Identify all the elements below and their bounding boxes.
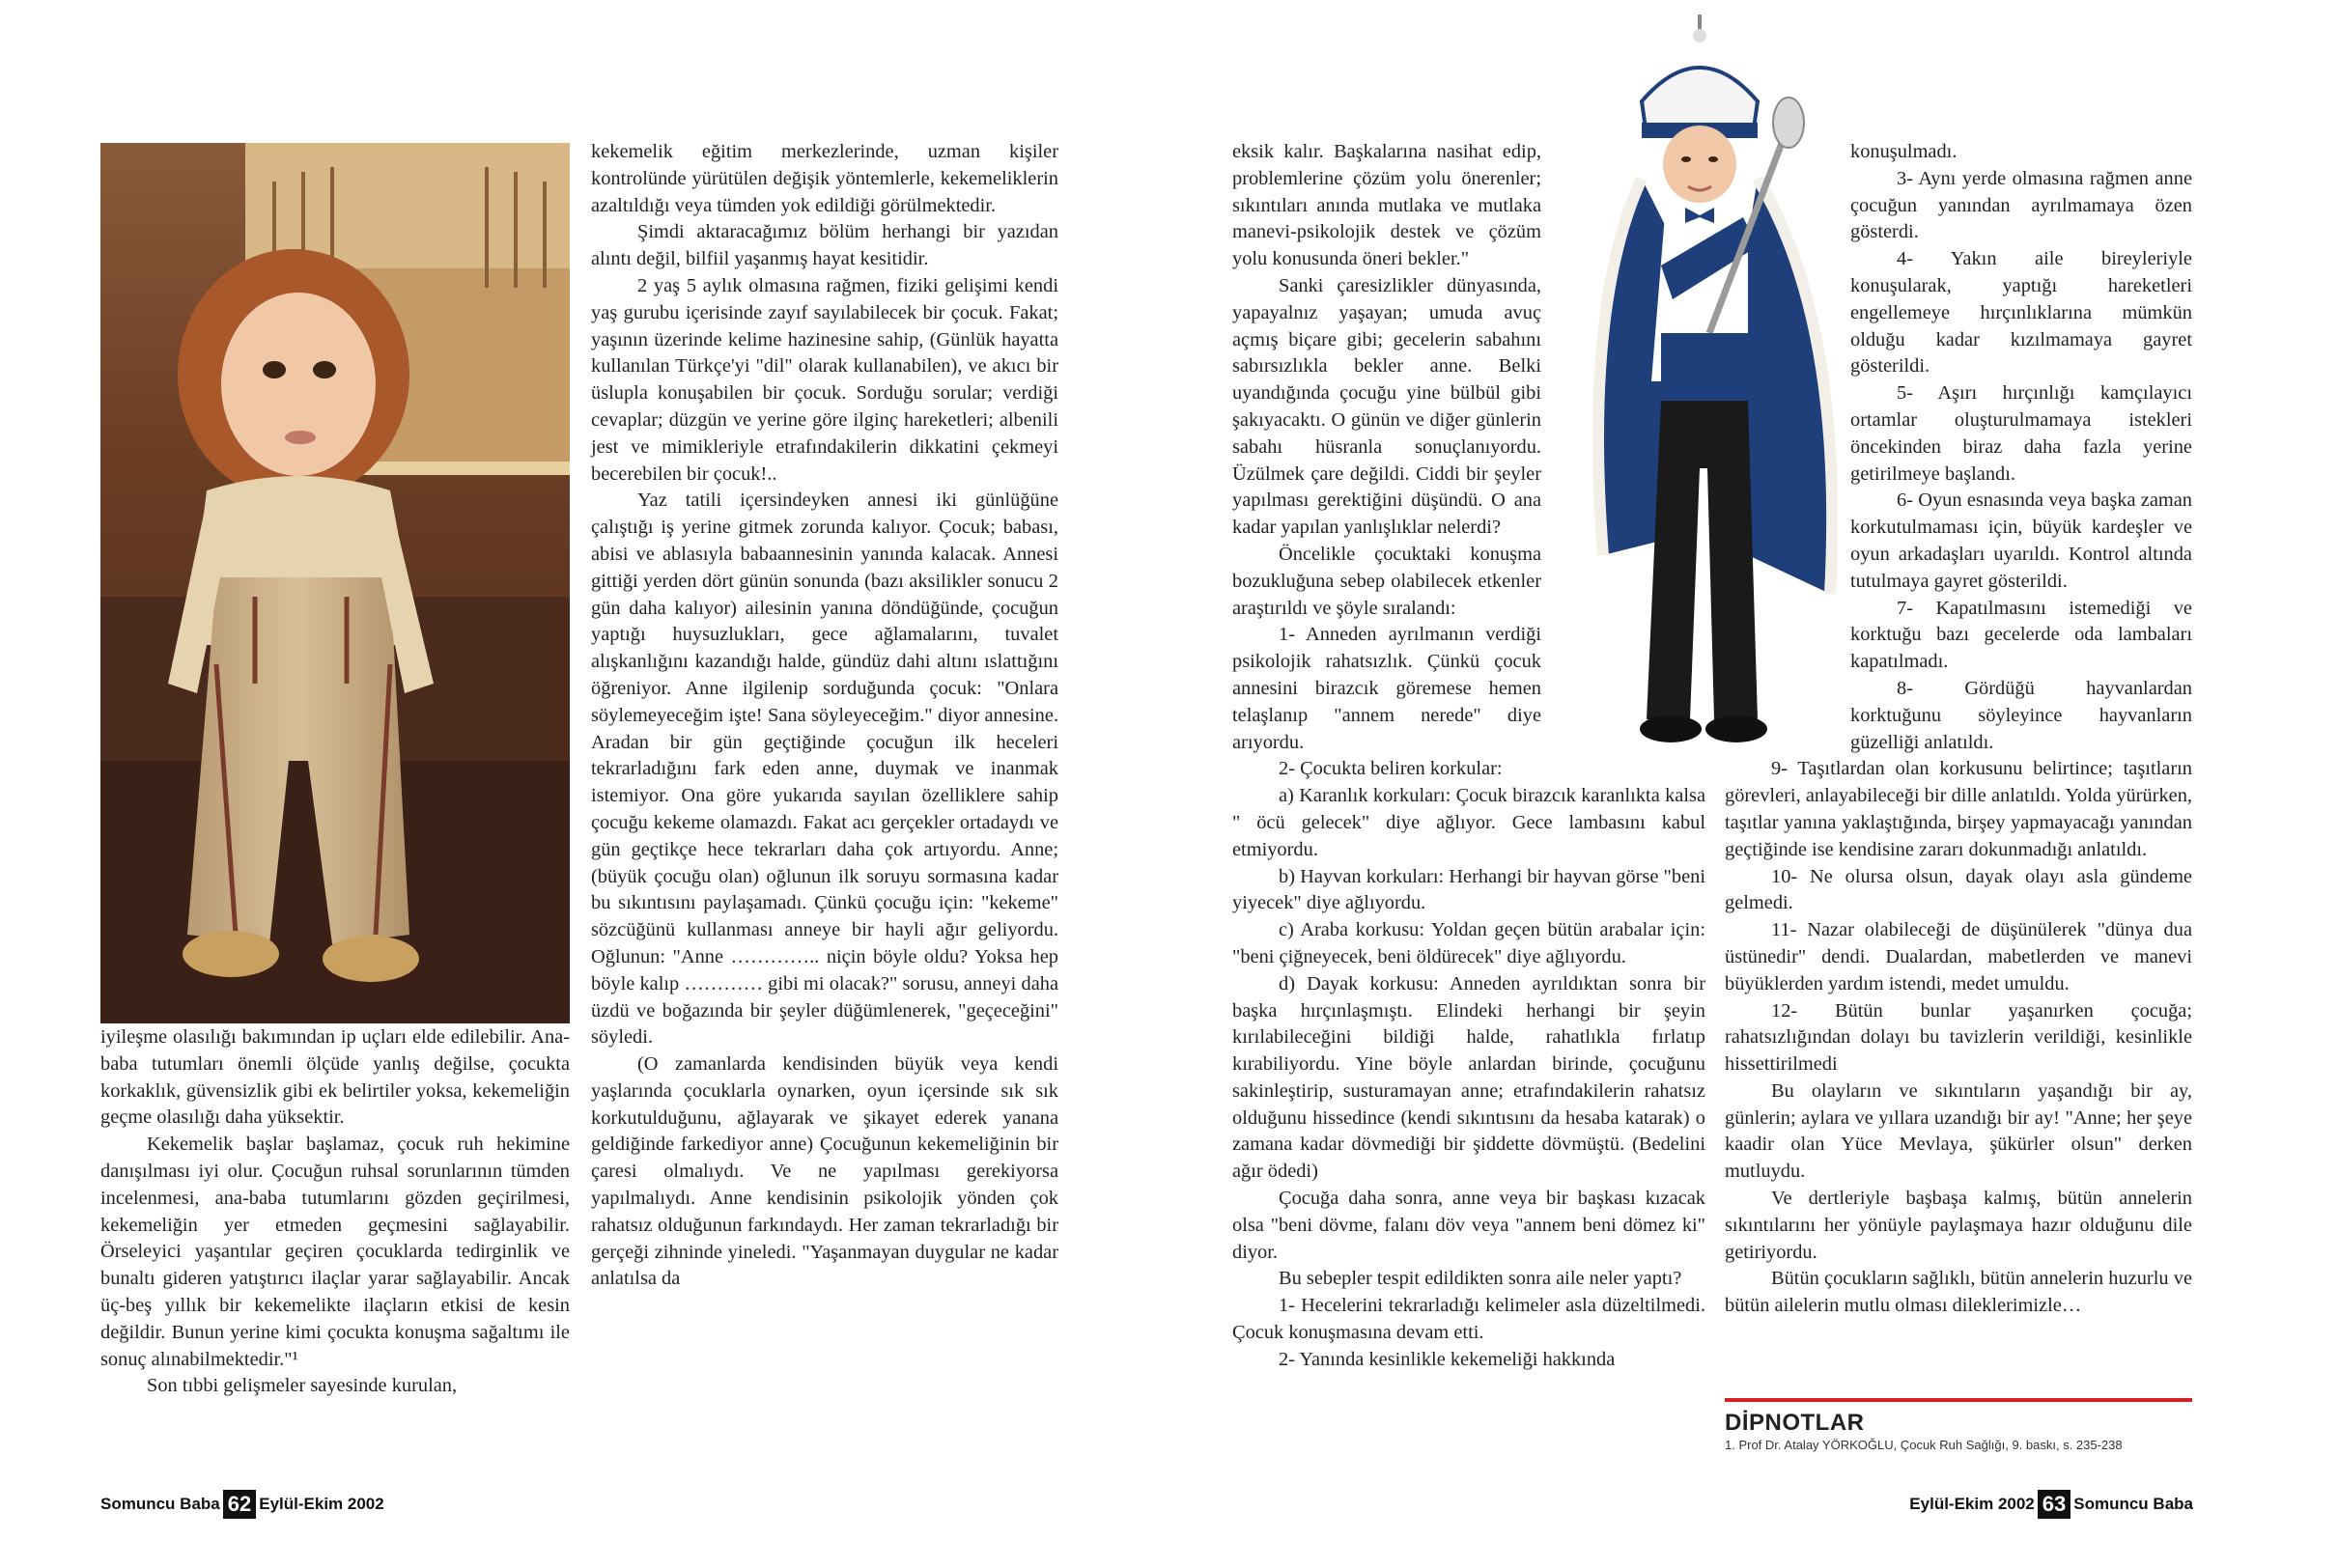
paragraph: konuşulmadı. xyxy=(1850,141,1958,162)
child-photo-illustration xyxy=(100,143,570,1023)
paragraph: 2- Yanında kesinlikle kekemeliği hakkında xyxy=(1279,1348,1616,1370)
paragraph: 12- Bütün bunlar yaşanırken çocuğa; rahatsızlığından dolayı bu tavizlerin verildiği, kesinlikle hissettirilmedi xyxy=(1725,999,2192,1076)
paragraph: eksik kalır. Başkalarına nasihat edip, problemlerine çözüm yolu önerenler; sıkıntıları anında mutlaka ve mutlaka manevi-psikolojik destek ve çözüm yolu konusunda öneri bekler." xyxy=(1232,141,1541,270)
paragraph: 4- Yakın aile bireyleriyle konuşularak, yaptığı hareketleri engellemeye hırçınlıklarına mümkün olduğu kadar kızılmamaya gayret gösterildi. xyxy=(1850,248,2192,378)
right-column-1 xyxy=(1232,139,1705,1374)
footnotes xyxy=(1725,1398,2192,1454)
paragraph: Öncelikle çocuktaki konuşma bozukluğuna sebep olabilecek etkenler araştırıldı ve şöyle sıralandı: xyxy=(1232,543,1541,619)
photo-wrap-spacer xyxy=(1541,139,1705,757)
photo-wrap-spacer xyxy=(1725,139,1850,738)
paragraph: Kekemelik başlar başlamaz, çocuk ruh hekimine danışılması iyi olur. Çocuğun ruhsal sorunlarının tümden incelenmesi, ana-baba tutumlarını gözden geçirilmesi, kekemeliğin yer etmeden geçmesini sağlayabilir. Örseleyici yaşantılar geçiren çocuklarda tedirginlik ve bunaltı gideren yatıştırıcı ilaçlar yarar sağlayabilir. Ancak üç-beş yıllık bir kekemelikte ilaçların etkisi de kesin değildir. Bunun yerine kimi çocukta konuşma sağaltımı ile sonuç alınabilmektedir."¹ xyxy=(100,1134,570,1370)
left-column-1 xyxy=(100,1024,570,1400)
child-photo-left xyxy=(100,143,570,1023)
left-page-footer xyxy=(100,1490,384,1519)
paragraph: 9- Taşıtlardan olan korkusunu belirtince; taşıtların görevleri, anlayabileceği bir dille anlatıldı. Yolda yürürken, taşıtlar yanına yaklaştığında, birşey yapmayacağı yanından geçtiğinde ise kendisine zararı dokunmadığı anlatıldı. xyxy=(1725,758,2192,860)
paragraph: d) Dayak korkusu: Anneden ayrıldıktan sonra bir başka hırçınlaşmıştı. Elindeki herhangi bir şeyin kırılabileceğini bildiği halde, rahatlıkla fırlatıp kırabiliyordu. Yine böyle anlardan birinde, çocuğunu sakinleştirip, susturamayan anne; etrafındakilerin rahatsız olduğunu hissedince (kendi sıkıntısını da hesaba katarak) o zamana kadar dövmediği bir şiddette dövmüştü. (Bedelini ağır ödedi) xyxy=(1232,972,1705,1183)
paragraph: Ve dertleriyle başbaşa kalmış, bütün annelerin sıkıntılarını her yönüyle paylaşmaya hazır olduğunu dile getiriyordu. xyxy=(1725,1188,2192,1263)
left-column-2 xyxy=(591,139,1058,1293)
paragraph: 10- Ne olursa olsun, dayak olayı asla gündeme gelmedi. xyxy=(1725,865,2192,914)
paragraph: Bu olayların ve sıkıntıların yaşandığı bir ay, günlerin; aylara ve yıllara uzandığı bir ay! "Anne; her şeye kaadir olan Yüce Mevlaya, şükürler olsun" derken mutluydu. xyxy=(1725,1079,2192,1183)
paragraph: Yaz tatili içersindeyken annesi iki günlüğüne çalıştığı iş yerine gitmek zorunda kalıyor. Çocuk; babası, abisi ve ablasıyla babaannesinin yanında kalacak. Annesi gittiği yerden dört günün sonunda (bazı aksilikler sonucu 2 gün daha kalıyor) ailesinin yanına döndüğünde, çocuğun yaptığı huysuzlukları, gece ağlamalarını, tuvalet alışkanlığını kazandığı halde, gündüz dahi altını ıslattığını öğreniyor. Anne ilgilenip sorduğunda çocuk: "Onlara söylemeyeceğim işte! Sana söyleyeceğim." diyor annesine. Aradan bir gün geçtiğinde çocuğun ilk heceleri tekrarladığını fark eden anne, duymak ve inanmak istemiyor. Ona göre yukarıda sayılan özelliklere sahip çocuğu kekeme olamazdı. Fakat acı gerçekler ortadaydı ve gün geçtikçe hece tekrarları daha çok artıyordu. Anne; (büyük çocuğu olan) oğlunun ilk soruyu sormasına kadar bu sıkıntısını paylaşamadı. Çünkü çocuğu için: "kekeme" sözcüğünü kullanması anneye bir hayli ağır geliyordu. Oğlunun: "Anne ………….. niçin böyle oldu? Yoksa hep böyle kalıp ………… gibi mi olacak?" sorusu, anneyi daha üzdü ve boğazında bir şeyler düğümlenerek, "geçeceğini" söyledi. xyxy=(591,490,1058,1049)
paragraph: kekemelik eğitim merkezlerinde, uzman kişiler kontrolünde yürütülen değişik yöntemlerle, kekemeliklerin azaltıldığı veya tümden yok edildiği görülmektedir. xyxy=(591,141,1058,216)
page-number: 63 xyxy=(2038,1490,2070,1519)
right-page-footer xyxy=(1909,1490,2193,1519)
paragraph: iyileşme olasılığı bakımından ip uçları elde edilebilir. Ana-baba tutumları önemli ölçüde yanlış değilse, çocukta korkaklık, güvensizlik gibi ek belirtiler yoksa, kekemeliğin geçme olasılığı daha yüksektir. xyxy=(100,1026,570,1129)
footnote-rule xyxy=(1725,1398,2192,1402)
right-column-2 xyxy=(1725,139,2192,1320)
paragraph: Bu sebepler tespit edildikten sonra aile neler yaptı? xyxy=(1279,1268,1682,1290)
issue-date: Eylül-Ekim 2002 xyxy=(1909,1495,2035,1513)
paragraph: 11- Nazar olabileceği de düşünülerek "dünya dua üstünedir" dendi. Dualardan, mabetlerden ve manevi büyüklerden yardım istendi, medet umuldu. xyxy=(1725,919,2192,994)
paragraph: a) Karanlık korkuları: Çocuk birazcık karanlıkta kalsa " öcü gelecek" diye ağlıyor. Gece lambasını kabul etmiyordu. xyxy=(1232,785,1705,860)
paragraph: Son tıbbi gelişmeler sayesinde kurulan, xyxy=(147,1375,458,1397)
paragraph: Şimdi aktaracağımız bölüm herhangi bir yazıdan alıntı değil, bilfiil yaşanmış hayat kesitidir. xyxy=(591,221,1058,270)
footnote-item: 1. Prof Dr. Atalay YÖRKOĞLU, Çocuk Ruh Sağlığı, 9. baskı, s. 235-238 xyxy=(1725,1438,2123,1452)
paragraph: 3- Aynı yerde olmasına rağmen anne çocuğun yanından ayrılmamaya özen gösterdi. xyxy=(1850,167,2192,243)
paragraph: c) Araba korkusu: Yoldan geçen bütün arabalar için: "beni çiğneyecek, beni öldürecek" diye ağlıyordu. xyxy=(1232,919,1705,967)
paragraph: Sanki çaresizlikler dünyasında, yapayalnız yaşayan; umuda avuç açmış biçare gibi; gecelerin sabahını sabırsızlıkla bekler anne. Belki uyandığında çocuğu yine bülbül gibi şakıyacaktı. O günün ve diğer günlerin sabahı hüsranla sonuçlanıyordu. Üzülmek çare değildi. Ciddi bir şeyler yapılması gerektiğini düşündü. O ana kadar yapılan yanlışlıklar nelerdi? xyxy=(1232,274,1541,539)
paragraph: 2 yaş 5 aylık olmasına rağmen, fiziki gelişimi kendi yaş gurubu içerisinde zayıf sayılabilecek bir çocuk. Fakat; yaşının üzerinde kelime hazinesine sahip, (Günlük hayatta kullanılan Türkçe'yi "dil" olarak kullanabilen), ve akıcı bir üslupla konuşabilen bir çocuk. Sorduğu sorular; verdiği cevaplar; düzgün ve yerine göre ilginç hareketleri; albenili jest ve mimikleriyle etrafındakilerin dikkatini çekmeyi becerebilen bir çocuk!.. xyxy=(591,274,1058,485)
paragraph: 6- Oyun esnasında veya başka zaman korkutulmaması için, büyük kardeşler ve oyun arkadaşları uyarıldı. Kontrol altında tutulmaya gayret gösterildi. xyxy=(1850,490,2192,592)
paragraph: 7- Kapatılmasını istemediği ve korktuğu bazı gecelerde oda lambaları kapatılmadı. xyxy=(1850,597,2192,673)
magazine-name: Somuncu Baba xyxy=(2073,1495,2193,1513)
paragraph: 1- Hecelerini tekrarladığı kelimeler asla düzeltilmedi. Çocuk konuşmasına devam etti. xyxy=(1232,1295,1705,1344)
paragraph: 8- Gördüğü hayvanlardan korktuğunu söyleyince hayvanların güzelliği anlatıldı. xyxy=(1850,677,2192,753)
footnotes-heading: DİPNOTLAR xyxy=(1725,1410,1865,1436)
paragraph: 1- Anneden ayrılmanın verdiği psikolojik rahatsızlık. Çünkü çocuk annesini birazcık göremese hemen telaşlanıp "annem nerede" diye arıyordu. xyxy=(1232,624,1541,753)
paragraph: 2- Çocukta beliren korkular: xyxy=(1279,758,1503,780)
issue-date: Eylül-Ekim 2002 xyxy=(259,1495,384,1513)
paragraph: 5- Aşırı hırçınlığı kamçılayıcı ortamlar oluşturulmamaya istekleri öncekinden biraz daha fazla yerine getirilmeye başlandı. xyxy=(1850,382,2192,485)
page-number: 62 xyxy=(223,1490,256,1519)
magazine-name: Somuncu Baba xyxy=(100,1495,220,1513)
paragraph: (O zamanlarda kendisinden büyük veya kendi yaşlarında çocuklarla oynarken, oyun içersinde sık sık korkutulduğunu, ağlayarak ve şikayet ederek yanana geldiğinde farkediyor anne) Çocuğunun kekemeliğinin bir çaresi olmalıydı. Ve ne yapılması gerekiyorsa yapılmalıydı. Anne kendisinin psikolojik yönden çok rahatsız olduğunun farkındaydı. Her zaman tekrarladığı bir gerçeği zihninde yineledi. "Yaşanmayan duygular ne kadar anlatılsa da xyxy=(591,1053,1058,1290)
paragraph: b) Hayvan korkuları: Herhangi bir hayvan görse "beni yiyecek" diye ağlıyordu. xyxy=(1232,865,1705,914)
paragraph: Bütün çocukların sağlıklı, bütün annelerin huzurlu ve bütün ailelerin mutlu olması dileklerimizle… xyxy=(1725,1268,2192,1317)
paragraph: Çocuğa daha sonra, anne veya bir başkası kızacak olsa "beni dövme, falanı döv veya "annem beni dömez ki" diyor. xyxy=(1232,1188,1705,1263)
